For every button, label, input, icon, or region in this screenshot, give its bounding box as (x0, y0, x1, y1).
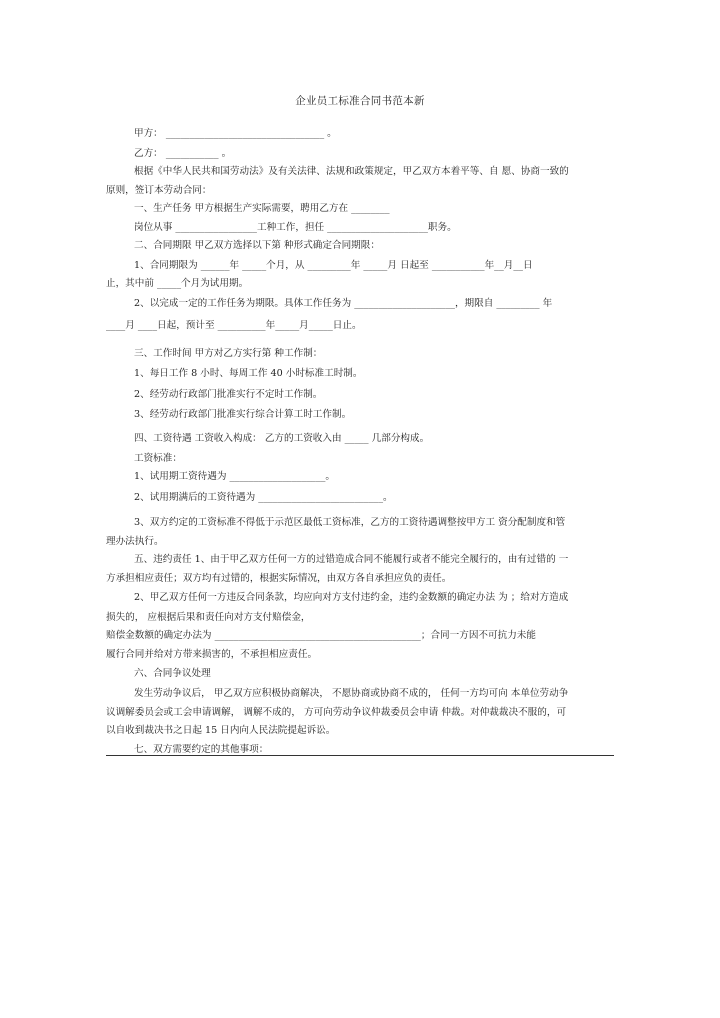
paragraph-line: 1、试用期工资待遇为 ____________________。 (134, 471, 336, 482)
paragraph-line: 议调解委员会或工会申请调解， 调解不成的， 方可向劳动争议仲裁委员会申请 仲裁。对仲裁裁决不服的，可 (106, 707, 567, 718)
paragraph-line: 根据《中华人民共和国劳动法》及有关法律、法规和政策规定，甲乙双方本着平等、自 愿、协商一致的 (134, 166, 569, 177)
paragraph-line: 2、甲乙双方任何一方违反合同条款，均应向对方支付违约金，违约金数额的确定办法 为 ；给对方造成 (134, 592, 569, 603)
paragraph-line: 1、合同期限为 ______年 _____个月，从 _________年 _____月 日起至 ___________年__月__日 (134, 260, 533, 271)
paragraph-line: 理办法执行。 (106, 536, 164, 547)
party-b-line: 乙方： ___________ 。 (134, 148, 232, 159)
paragraph-line: 3、经劳动行政部门批准实行综合计算工时工作制。 (134, 409, 352, 420)
paragraph-line: 赔偿金数额的确定办法为 ___________________________________________；合同一方因不可抗力未能 (106, 630, 536, 641)
section-5-line: 五、违约责任 1、由于甲乙双方任何一方的过错造成合同不能履行或者不能完全履行的，由有过错的 一 (134, 554, 569, 565)
bottom-divider (106, 755, 614, 756)
paragraph-line: 发生劳动争议后， 甲乙双方应积极协商解决， 不愿协商或协商不成的， 任何一方均可向 本单位劳动争 (134, 688, 569, 699)
paragraph-line: 2、经劳动行政部门批准实行不定时工作制。 (134, 389, 323, 400)
section-3-line: 三、工作时间 甲方对乙方实行第 种工作制： (134, 348, 323, 359)
paragraph-line: 履行合同并给对方带来损害的，不承担相应责任。 (106, 649, 318, 660)
paragraph-line: 2、以完成一定的工作任务为期限。具体工作任务为 _____________________，期限自 _________ 年 (134, 298, 553, 309)
section-6-line: 六、合同争议处理 (134, 668, 211, 679)
paragraph-line: 3、双方约定的工资标准不得低于示范区最低工资标准，乙方的工资待遇调整按甲方工 资分配制度和管 (134, 517, 566, 528)
section-4-line: 四、工资待遇 工资收入构成： 乙方的工资收入由 _____ 几部分构成。 (134, 433, 430, 444)
party-a-line: 甲方： _________________________________ 。 (134, 128, 337, 139)
section-1-line: 一、生产任务 甲方根据生产实际需要，聘用乙方在 ________ (134, 203, 390, 214)
paragraph-line: 工资标准： (134, 453, 182, 464)
paragraph-line: 原则，签订本劳动合同： (106, 185, 212, 196)
paragraph-line: 2、试用期满后的工资待遇为 __________________________。 (134, 492, 393, 503)
section-2-line: 二、合同期限 甲乙双方选择以下第 种形式确定合同期限： (134, 240, 380, 251)
paragraph-line: 1、每日工作 8 小时、每周工作 40 小时标准工时制。 (134, 368, 363, 379)
section-7-line: 七、双方需要约定的其他事项： (134, 744, 269, 755)
paragraph-line: 以自收到裁决书之日起 15 日内向人民法院提起诉讼。 (106, 725, 336, 736)
paragraph-line: ____月 ____日起，预计至 __________年_____月_____日止。 (106, 320, 362, 331)
paragraph-line: 损失的， 应根据后果和责任向对方支付赔偿金， (106, 612, 311, 623)
paragraph-line: 方承担相应责任；双方均有过错的，根据实际情况，由双方各自承担应负的责任。 (106, 573, 452, 584)
document-title: 企业员工标准合同书范本新 (295, 95, 425, 107)
paragraph-line: 岗位从事 _________________工种工作，担任 _____________________职务。 (134, 222, 457, 233)
paragraph-line: 止，其中前 _____个月为试用期。 (106, 278, 249, 289)
